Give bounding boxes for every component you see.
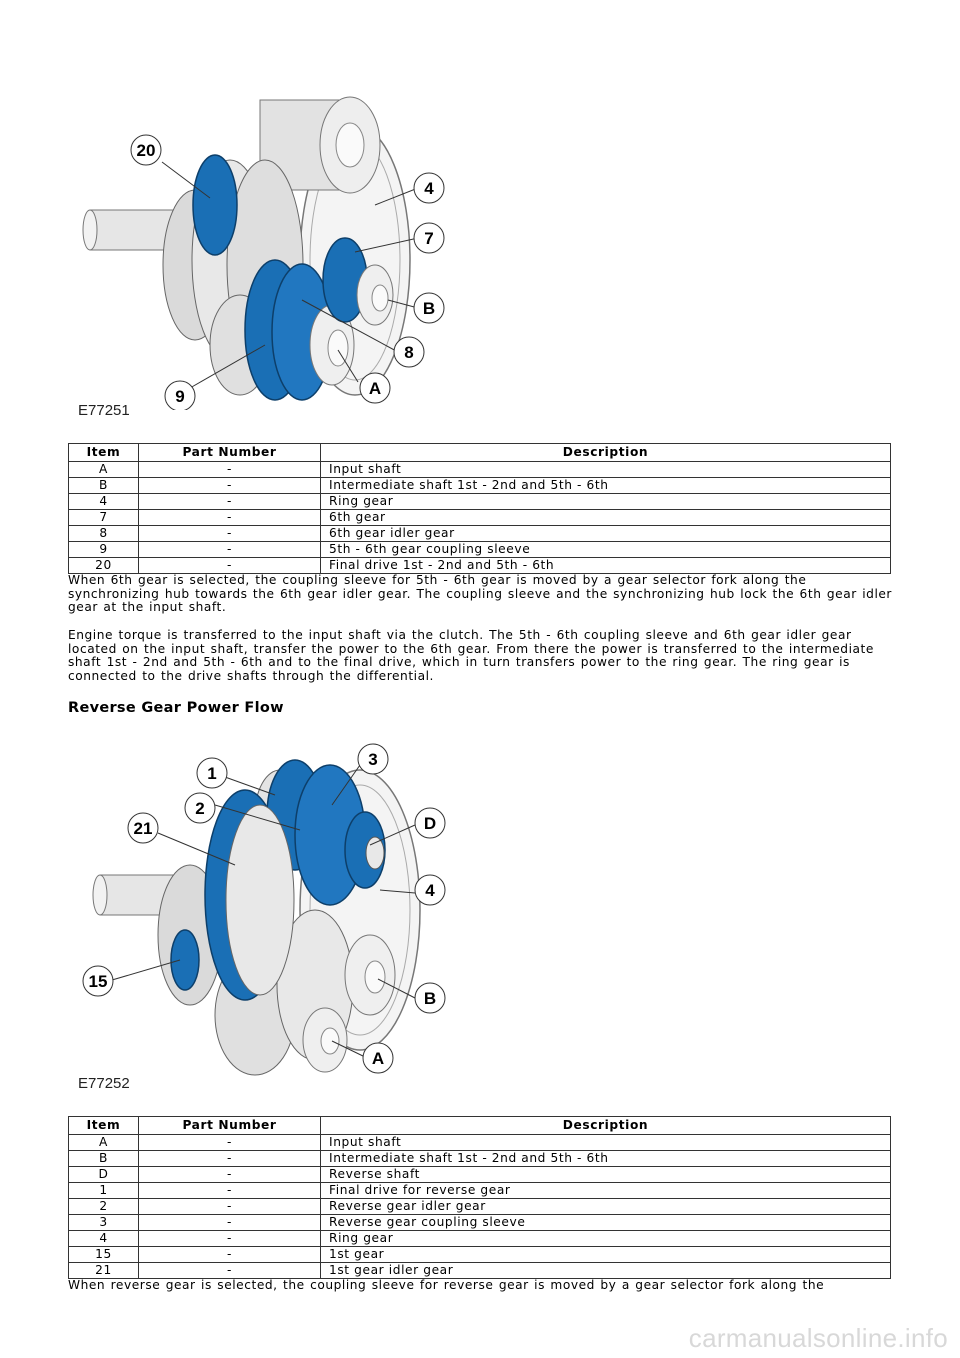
item-cell: A xyxy=(69,462,139,478)
table-row xyxy=(69,1215,891,1231)
callout-8: 8 xyxy=(404,343,414,362)
description-cell: Intermediate shaft 1st - 2nd and 5th - 6th xyxy=(321,478,891,494)
table-row xyxy=(69,494,891,510)
callout-A: A xyxy=(371,1049,385,1068)
part-number-cell: - xyxy=(139,526,321,542)
callout-3: 3 xyxy=(368,750,378,769)
paragraph-reverse-gear-selection: When reverse gear is selected, the coupling sleeve for reverse gear is moved by a gear selector fork along the xyxy=(68,1278,825,1292)
table-row xyxy=(69,1135,891,1151)
table-row xyxy=(69,462,891,478)
description-cell: Ring gear xyxy=(321,494,891,510)
item-cell: B xyxy=(69,478,139,494)
description-cell: 1st gear xyxy=(321,1247,891,1263)
part-number-cell: - xyxy=(139,1199,321,1215)
description-cell: Ring gear xyxy=(321,1231,891,1247)
description-cell: Input shaft xyxy=(321,1135,891,1151)
column-header-description: Description xyxy=(321,444,891,462)
part-number-cell: - xyxy=(139,1215,321,1231)
item-cell: 9 xyxy=(69,542,139,558)
callout-B: B xyxy=(422,299,436,318)
description-cell: 5th - 6th gear coupling sleeve xyxy=(321,542,891,558)
description-cell: Reverse shaft xyxy=(321,1167,891,1183)
callout-4: 4 xyxy=(424,179,434,198)
column-header-part-number: Part Number xyxy=(139,1117,321,1135)
callout-9: 9 xyxy=(175,387,185,406)
part-number-cell: - xyxy=(139,478,321,494)
description-cell: Reverse gear coupling sleeve xyxy=(321,1215,891,1231)
description-cell: 1st gear idler gear xyxy=(321,1263,891,1279)
gearbox-illustration-6th-gear xyxy=(70,70,470,410)
callout-A: A xyxy=(368,379,382,398)
item-cell: 2 xyxy=(69,1199,139,1215)
part-number-cell: - xyxy=(139,494,321,510)
part-number-cell: - xyxy=(139,510,321,526)
table-row xyxy=(69,1183,891,1199)
item-cell: 4 xyxy=(69,494,139,510)
column-header-part-number: Part Number xyxy=(139,444,321,462)
callout-7: 7 xyxy=(424,229,434,248)
column-header-item: Item xyxy=(69,1117,139,1135)
callout-D: D xyxy=(423,814,437,833)
callout-B: B xyxy=(423,989,437,1008)
callout-21: 21 xyxy=(133,819,153,838)
part-number-cell: - xyxy=(139,1151,321,1167)
part-number-cell: - xyxy=(139,542,321,558)
item-cell: 15 xyxy=(69,1247,139,1263)
table-row xyxy=(69,1151,891,1167)
table-row xyxy=(69,1199,891,1215)
item-cell: D xyxy=(69,1167,139,1183)
part-number-cell: - xyxy=(139,558,321,574)
table-row xyxy=(69,478,891,494)
part-number-cell: - xyxy=(139,1247,321,1263)
item-cell: B xyxy=(69,1151,139,1167)
paragraph-engine-torque: Engine torque is transferred to the input shaft via the clutch. The 5th - 6th coupling sleeve and 6th gear idler gear located on the input shaft, transfer the power to the 6th gear. From there the power is transferred to the intermediate shaft 1st - 2nd and 5th - 6th and to the final drive, which in turn transfers power to the ring gear. The ring gear is connected to the drive shafts through the differential. xyxy=(68,628,874,683)
description-cell: 6th gear idler gear xyxy=(321,526,891,542)
paragraph-6th-gear-selection: When 6th gear is selected, the coupling sleeve for 5th - 6th gear is moved by a gear selector fork along the synchronizing hub towards the 6th gear idler gear. The coupling sleeve and the synchronizing hub lock the 6th gear idler gear at the input shaft. xyxy=(68,573,892,615)
item-cell: 3 xyxy=(69,1215,139,1231)
part-number-cell: - xyxy=(139,1231,321,1247)
item-cell: 8 xyxy=(69,526,139,542)
callout-15: 15 xyxy=(88,972,108,991)
column-header-description: Description xyxy=(321,1117,891,1135)
description-cell: 6th gear xyxy=(321,510,891,526)
part-number-cell: - xyxy=(139,462,321,478)
description-cell: Final drive 1st - 2nd and 5th - 6th xyxy=(321,558,891,574)
part-number-cell: - xyxy=(139,1135,321,1151)
item-cell: 7 xyxy=(69,510,139,526)
part-number-cell: - xyxy=(139,1167,321,1183)
table-row xyxy=(69,542,891,558)
table-row xyxy=(69,1167,891,1183)
callout-2: 2 xyxy=(195,799,205,818)
figure-id: E77251 xyxy=(78,402,130,419)
callout-1: 1 xyxy=(207,764,217,783)
table-row xyxy=(69,558,891,574)
parts-table-reverse-gear xyxy=(68,1116,891,1279)
item-cell: 1 xyxy=(69,1183,139,1199)
description-cell: Input shaft xyxy=(321,462,891,478)
column-header-item: Item xyxy=(69,444,139,462)
parts-table-6th-gear xyxy=(68,443,891,574)
description-cell: Final drive for reverse gear xyxy=(321,1183,891,1199)
callout-20: 20 xyxy=(136,141,156,160)
callout-4: 4 xyxy=(425,881,435,900)
table-row xyxy=(69,1247,891,1263)
table-row xyxy=(69,526,891,542)
table-row xyxy=(69,1263,891,1279)
item-cell: 20 xyxy=(69,558,139,574)
gearbox-illustration-reverse-gear xyxy=(70,735,470,1080)
watermark: carmanualsonline.info xyxy=(688,1323,948,1353)
description-cell: Intermediate shaft 1st - 2nd and 5th - 6th xyxy=(321,1151,891,1167)
table-row xyxy=(69,510,891,526)
table-row xyxy=(69,1231,891,1247)
figure-id: E77252 xyxy=(78,1075,130,1092)
description-cell: Reverse gear idler gear xyxy=(321,1199,891,1215)
section-heading: Reverse Gear Power Flow xyxy=(68,700,284,716)
item-cell: 21 xyxy=(69,1263,139,1279)
part-number-cell: - xyxy=(139,1263,321,1279)
part-number-cell: - xyxy=(139,1183,321,1199)
item-cell: 4 xyxy=(69,1231,139,1247)
item-cell: A xyxy=(69,1135,139,1151)
